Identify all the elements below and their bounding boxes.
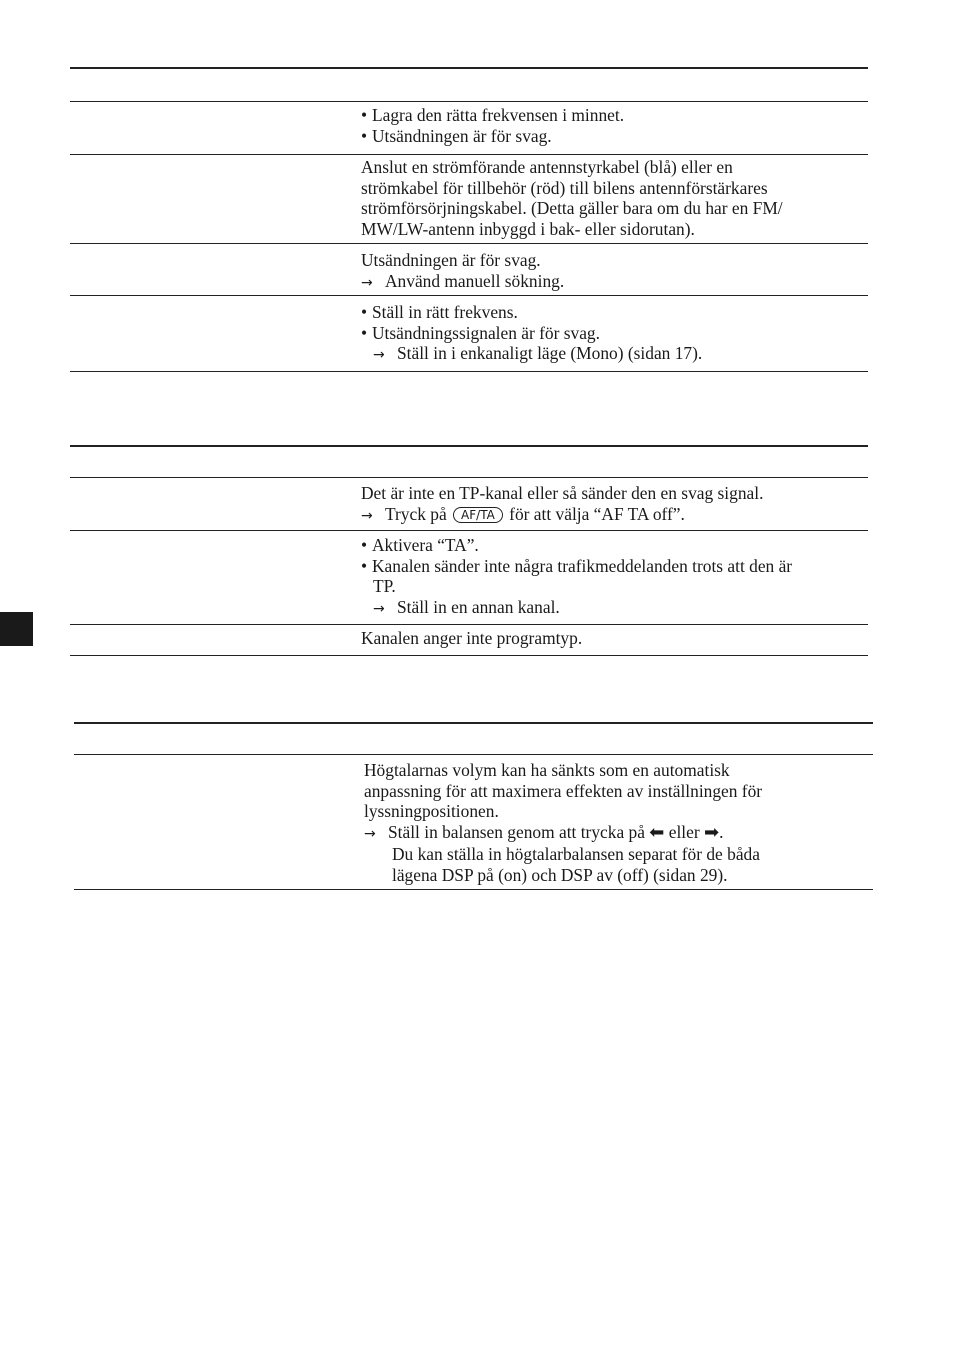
radio-row-2-solution: Anslut en strömförande antennstyrkabel (blå) eller en strömkabel för tillbehör (röd) till bilens antennförstärkares strömförsörjningskabel. (Detta gäller bara om du har en FM/ MW/LW-antenn inbyggd i bak- eller sidorutan). xyxy=(361,157,783,239)
arrow-right-icon: → xyxy=(364,825,376,842)
radio-row-4-solution: • Ställ in rätt frekvens. • Utsändningssignalen är för svag. → Ställ in i enkanaligt läge (Mono) (sidan 17). xyxy=(361,302,702,366)
bullet-icon: • xyxy=(361,302,368,322)
arrow-right-bold-icon: ➡ xyxy=(704,821,720,843)
table-header-rule xyxy=(74,754,873,755)
arrow-left-bold-icon: ⬅ xyxy=(649,821,665,843)
table-top-rule xyxy=(74,722,873,724)
bullet-icon: • xyxy=(361,555,368,576)
page-thumb-tab xyxy=(0,612,33,646)
rds-row-3-solution: Kanalen anger inte programtyp. xyxy=(361,628,583,648)
dsp-row-1-solution: Högtalarnas volym kan ha sänkts som en automatisk anpassning för att maximera effekten av inställningen för lyssningpositionen. → Ställ in balansen genom att trycka på ⬅ eller ➡. Du kan ställa in högtalarbalansen separat för de båda lägena DSP på (on) och DSP av (off) (sidan 29). xyxy=(364,760,763,885)
bullet-icon: • xyxy=(361,105,368,125)
radio-row-3-solution: Utsändningen är för svag. → Använd manuell sökning. xyxy=(361,250,564,293)
arrow-right-icon: → xyxy=(361,507,373,524)
arrow-right-icon: → xyxy=(361,274,373,291)
dsp-table xyxy=(74,0,873,900)
radio-row-1-solution: • Lagra den rätta frekvensen i minnet. • Utsändningen är för svag. xyxy=(361,105,625,146)
arrow-right-icon: → xyxy=(373,600,385,617)
bullet-icon: • xyxy=(361,535,368,555)
bullet-icon: • xyxy=(361,322,368,343)
af-ta-button[interactable]: AF/TA xyxy=(453,507,503,523)
arrow-right-icon: → xyxy=(373,347,385,364)
rds-row-1-solution: Det är inte en TP-kanal eller så sänder den en svag signal. → Tryck på AF/TA för att välja “AF TA off”. xyxy=(361,483,763,526)
table-bottom-rule xyxy=(74,889,873,890)
bullet-icon: • xyxy=(361,125,368,146)
rds-row-2-solution: • Aktivera “TA”. • Kanalen sänder inte några trafikmeddelanden trots att den är TP. → Ställ in en annan kanal. xyxy=(361,535,792,619)
